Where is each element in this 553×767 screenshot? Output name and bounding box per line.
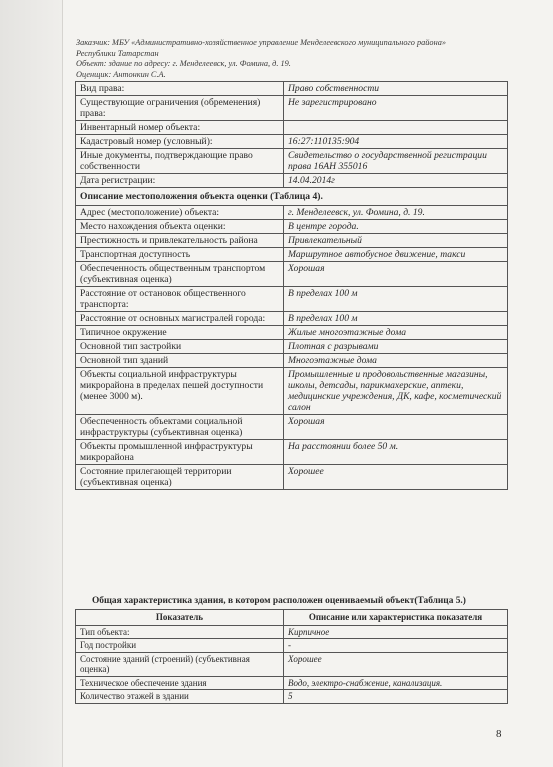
row-label: Иные документы, подтверждающие право собственности <box>76 149 284 174</box>
row-value: г. Менделеевск, ул. Фомина, д. 19. <box>284 206 508 220</box>
row-value: Кирпичное <box>284 625 508 639</box>
table-row <box>76 82 508 96</box>
row-value: Промышленные и продовольственные магазины, школы, детсады, парикмахерские, аптеки, медицинские учреждения, ДК, кафе, косметический салон <box>284 368 508 415</box>
row-label: Расстояние от остановок общественного транспорта: <box>76 287 284 312</box>
row-value: Плотная с разрывами <box>284 340 508 354</box>
row-value: В пределах 100 м <box>284 312 508 326</box>
table-row <box>76 440 508 465</box>
row-value: Свидетельство о государственной регистрации права 16АН 355016 <box>284 149 508 174</box>
row-value <box>284 121 508 135</box>
row-value: 5 <box>284 690 508 704</box>
section-row <box>76 188 508 206</box>
row-label: Расстояние от основных магистралей города: <box>76 312 284 326</box>
row-value: Привлекательный <box>284 234 508 248</box>
table-row <box>76 96 508 121</box>
row-value: Маршрутное автобусное движение, такси <box>284 248 508 262</box>
row-label: Обеспеченность общественным транспортом (субъективная оценка) <box>76 262 284 287</box>
table-row <box>76 326 508 340</box>
building-characteristics-table <box>75 609 508 704</box>
row-label: Дата регистрации: <box>76 174 284 188</box>
table-row <box>76 287 508 312</box>
table-row <box>76 676 508 690</box>
table-row <box>76 415 508 440</box>
row-value: В центре города. <box>284 220 508 234</box>
row-value: В пределах 100 м <box>284 287 508 312</box>
table-row <box>76 354 508 368</box>
row-value: Хорошее <box>284 465 508 490</box>
row-label: Объекты промышленной инфраструктуры микрорайона <box>76 440 284 465</box>
header-indicator: Показатель <box>76 610 284 626</box>
row-label: Обеспеченность объектами социальной инфраструктуры (субъективная оценка) <box>76 415 284 440</box>
row-label: Инвентарный номер объекта: <box>76 121 284 135</box>
table-row <box>76 121 508 135</box>
row-label: Престижность и привлекательность района <box>76 234 284 248</box>
row-value: Хорошая <box>284 415 508 440</box>
row-value: Многоэтажные дома <box>284 354 508 368</box>
table-row <box>76 690 508 704</box>
row-label: Объекты социальной инфраструктуры микрорайона в пределах пешей доступности (менее 3000 м). <box>76 368 284 415</box>
row-label: Место нахождения объекта оценки: <box>76 220 284 234</box>
row-label: Транспортная доступность <box>76 248 284 262</box>
row-value: Право собственности <box>284 82 508 96</box>
row-label: Тип объекта: <box>76 625 284 639</box>
location-section-title: Описание местоположения объекта оценки (Таблица 4). <box>76 188 508 206</box>
table-row <box>76 340 508 354</box>
document-header <box>76 38 516 80</box>
page-number: 8 <box>496 728 502 740</box>
table-row <box>76 135 508 149</box>
row-value: На расстоянии более 50 м. <box>284 440 508 465</box>
header-description: Описание или характеристика показателя <box>284 610 508 626</box>
row-label: Состояние зданий (строений) (субъективная оценка) <box>76 652 284 676</box>
table-row <box>76 206 508 220</box>
row-label: Состояние прилегающей территории (субъективная оценка) <box>76 465 284 490</box>
table-row <box>76 465 508 490</box>
row-label: Существующие ограничения (обременения) права: <box>76 96 284 121</box>
row-label: Основной тип зданий <box>76 354 284 368</box>
row-label: Вид права: <box>76 82 284 96</box>
row-value: 16:27:110135:904 <box>284 135 508 149</box>
table-row <box>76 312 508 326</box>
row-value: Не зарегистрировано <box>284 96 508 121</box>
row-label: Техническое обеспечение здания <box>76 676 284 690</box>
row-label: Основной тип застройки <box>76 340 284 354</box>
binding-margin <box>0 0 62 767</box>
row-value: Хорошая <box>284 262 508 287</box>
header-client: Заказчик: МБУ «Административно-хозяйственное управление Менделеевского муниципального района» <box>76 38 446 47</box>
table-header-row <box>76 610 508 626</box>
row-value: - <box>284 639 508 653</box>
table-row <box>76 174 508 188</box>
header-appraiser: Оценщик: Антонкин С.А. <box>76 69 166 79</box>
table-row <box>76 652 508 676</box>
row-label: Типичное окружение <box>76 326 284 340</box>
table-row <box>76 234 508 248</box>
property-rights-and-location-table <box>75 81 508 490</box>
table-row <box>76 639 508 653</box>
table-row <box>76 262 508 287</box>
table-row <box>76 625 508 639</box>
row-label: Год постройки <box>76 639 284 653</box>
row-value: 14.04.2014г <box>284 174 508 188</box>
table-row <box>76 220 508 234</box>
row-value: Жилые многоэтажные дома <box>284 326 508 340</box>
table-row <box>76 368 508 415</box>
row-label: Кадастровый номер (условный): <box>76 135 284 149</box>
row-label: Количество этажей в здании <box>76 690 284 704</box>
building-section-title: Общая характеристика здания, в котором расположен оцениваемый объект(Таблица 5.) <box>92 596 466 606</box>
row-value: Хорошее <box>284 652 508 676</box>
row-label: Адрес (местоположение) объекта: <box>76 206 284 220</box>
header-object: Объект: здание по адресу: г. Менделеевск, ул. Фомина, д. 19. <box>76 59 291 68</box>
table-row <box>76 149 508 174</box>
row-value: Водо, электро-снабжение, канализация. <box>284 676 508 690</box>
header-republic: Республики Татарстан <box>76 48 159 58</box>
table-row <box>76 248 508 262</box>
